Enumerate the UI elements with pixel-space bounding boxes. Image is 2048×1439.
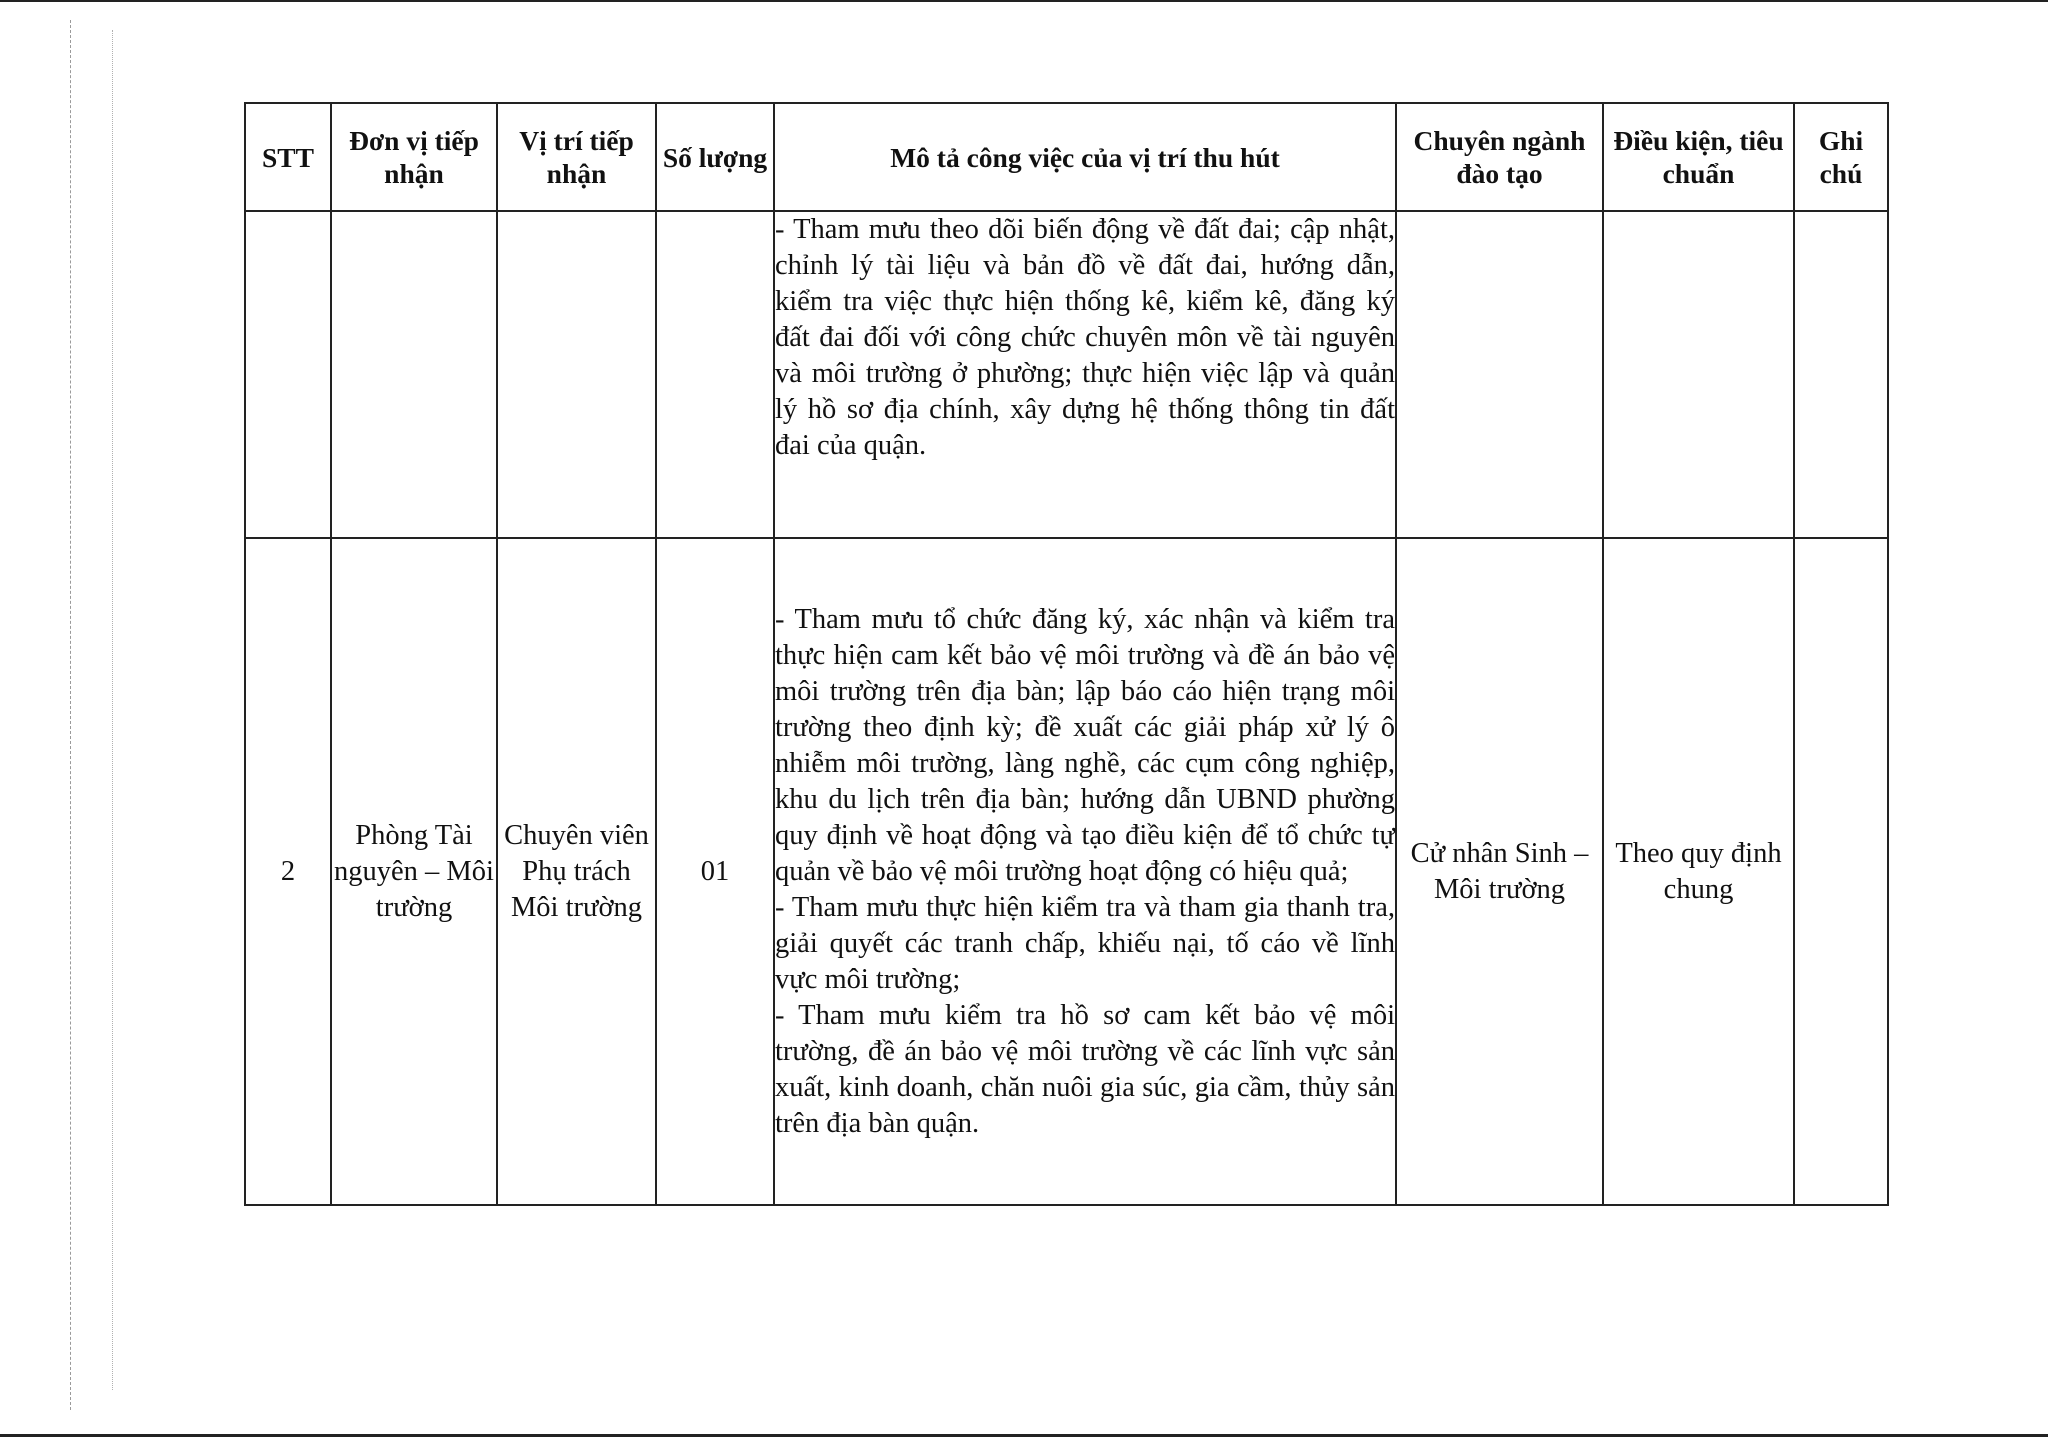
cell-description: - Tham mưu theo dõi biến động về đất đai; cập nhật, chỉnh lý tài liệu và bản đồ về đất đai, hướng dẫn, kiểm tra việc thực hiện thống kê, kiểm kê, đăng ký đất đai đối với công chức chuyên môn về tài nguyên và môi trường ở phường; thực hiện việc lập và quản lý hồ sơ địa chính, xây dựng hệ thống thông tin đất đai của quận. xyxy=(774,211,1396,538)
header-row xyxy=(245,103,1888,211)
description-item: - Tham mưu thực hiện kiểm tra và tham gia thanh tra, giải quyết các tranh chấp, khiếu nại, tố cáo về lĩnh vực môi trường; xyxy=(775,891,1395,995)
scan-margin-mark-secondary xyxy=(112,30,117,1390)
header-position: Vị trí tiếp nhận xyxy=(497,103,656,211)
cell-conditions xyxy=(1603,211,1794,538)
cell-position: Chuyên viên Phụ trách Môi trường xyxy=(497,538,656,1205)
scan-margin-mark xyxy=(70,20,81,1410)
cell-major xyxy=(1396,211,1603,538)
header-quantity: Số lượng xyxy=(656,103,774,211)
header-major: Chuyên ngành đào tạo xyxy=(1396,103,1603,211)
description-item: - Tham mưu tổ chức đăng ký, xác nhận và kiểm tra thực hiện cam kết bảo vệ môi trường và đề án bảo vệ môi trường trên địa bàn; lập báo cáo hiện trạng môi trường theo định kỳ; đề xuất các giải pháp xử lý ô nhiễm môi trường, làng nghề, các cụm công nghiệp, khu du lịch trên địa bàn; hướng dẫn UBND phường quy định về hoạt động và tạo điều kiện để tổ chức tự quản về bảo vệ môi trường hoạt động có hiệu quả; xyxy=(775,603,1395,887)
cell-note xyxy=(1794,538,1888,1205)
cell-description xyxy=(774,538,1396,1205)
header-description: Mô tả công việc của vị trí thu hút xyxy=(774,103,1396,211)
description-item: - Tham mưu kiểm tra hồ sơ cam kết bảo vệ môi trường, đề án bảo vệ môi trường về các lĩnh vực sản xuất, kinh doanh, chăn nuôi gia súc, gia cầm, thủy sản trên địa bàn quận. xyxy=(775,999,1395,1139)
cell-quantity xyxy=(656,211,774,538)
page-bottom-edge xyxy=(0,1434,2048,1437)
page-top-edge xyxy=(0,0,2048,2)
table-row xyxy=(245,538,1888,1205)
cell-unit: Phòng Tài nguyên – Môi trường xyxy=(331,538,497,1205)
cell-unit xyxy=(331,211,497,538)
cell-stt xyxy=(245,211,331,538)
cell-stt: 2 xyxy=(245,538,331,1205)
recruitment-table xyxy=(244,102,1889,1206)
cell-major: Cử nhân Sinh – Môi trường xyxy=(1396,538,1603,1205)
table-row-continued xyxy=(245,211,1888,538)
header-conditions: Điều kiện, tiêu chuẩn xyxy=(1603,103,1794,211)
header-note: Ghi chú xyxy=(1794,103,1888,211)
cell-note xyxy=(1794,211,1888,538)
cell-position xyxy=(497,211,656,538)
cell-quantity: 01 xyxy=(656,538,774,1205)
cell-conditions: Theo quy định chung xyxy=(1603,538,1794,1205)
header-unit: Đơn vị tiếp nhận xyxy=(331,103,497,211)
header-stt: STT xyxy=(245,103,331,211)
